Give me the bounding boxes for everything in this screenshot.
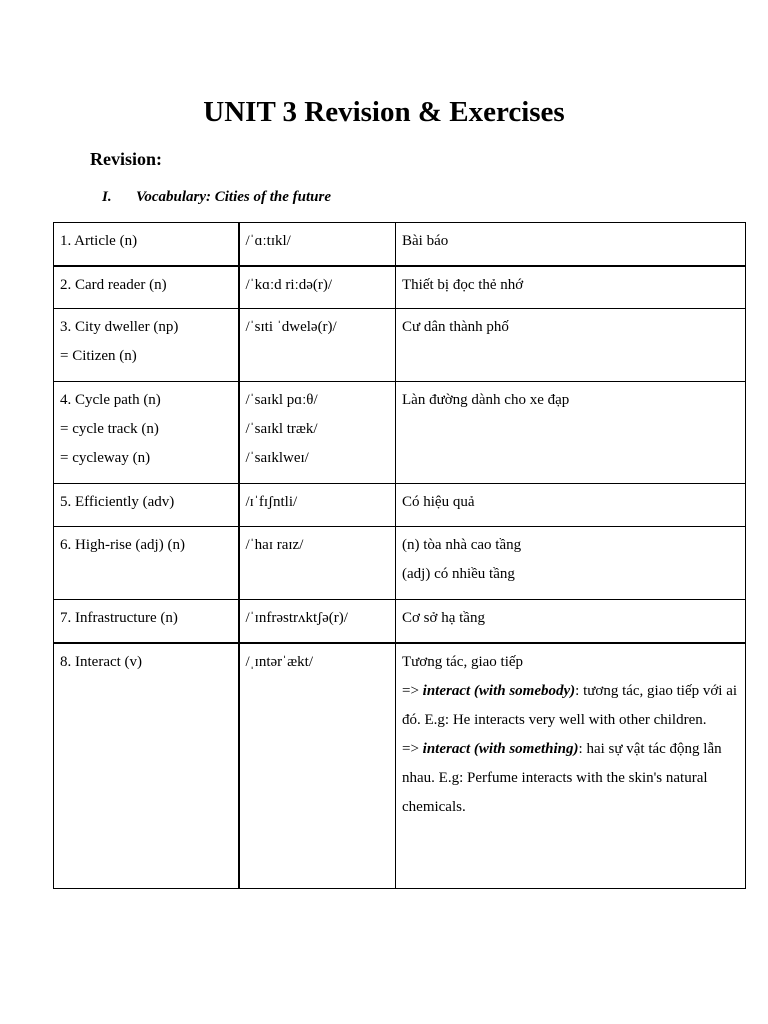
usage-phrase: interact (with something) (422, 740, 579, 757)
ipa-line: /ˈsɪti ˈdwelə(r)/ (245, 319, 337, 335)
table-row (54, 600, 746, 643)
meaning-line: Có hiệu quả (402, 494, 475, 510)
meaning-line: (n) tòa nhà cao tầng (402, 537, 522, 553)
ipa-line: /ˈkɑːd riːdə(r)/ (245, 276, 333, 293)
ipa-line: /ˈhaɪ raɪz/ (245, 537, 304, 553)
meaning-cell (396, 309, 746, 382)
ipa-line: /ɪˈfɪʃntli/ (245, 494, 298, 510)
ipa-cell (239, 266, 396, 309)
ipa-cell (239, 643, 396, 889)
meaning-line: Làn đường dành cho xe đạp (402, 392, 570, 408)
table-row (54, 382, 746, 484)
ipa-line: /ˈɑːtɪkl/ (245, 233, 291, 249)
document-title: UNIT 3 Revision & Exercises (203, 96, 565, 128)
usage-line (402, 677, 739, 735)
word-line: 4. Cycle path (n) (60, 392, 161, 408)
meaning-cell (396, 223, 746, 266)
word-line: 8. Interact (v) (60, 653, 143, 670)
meaning-line: Thiết bị đọc thẻ nhớ (402, 276, 524, 293)
meaning-line: Cư dân thành phố (402, 319, 509, 335)
usage-phrase: interact (with somebody) (422, 682, 576, 699)
table-row (54, 223, 746, 266)
ipa-line: /ˈɪnfrəstrʌktʃə(r)/ (245, 610, 348, 626)
meaning-cell (396, 484, 746, 527)
ipa-cell (239, 484, 396, 527)
word-line: 1. Article (n) (60, 233, 138, 249)
word-line: 6. High-rise (adj) (n) (60, 537, 185, 553)
revision-heading: Revision: (90, 149, 162, 169)
ipa-cell (239, 600, 396, 643)
ipa-line: /ˌɪntərˈækt/ (245, 653, 313, 670)
table-row (54, 484, 746, 527)
word-cell (54, 223, 239, 266)
word-line: 5. Efficiently (adv) (60, 494, 175, 510)
ipa-cell (239, 309, 396, 382)
ipa-cell (239, 527, 396, 600)
word-synonym-line: = cycleway (n) (60, 450, 151, 466)
word-cell (54, 484, 239, 527)
table-row (54, 527, 746, 600)
usage-line (402, 735, 739, 822)
ipa-line: /ˈsaɪkl pɑːθ/ (245, 392, 318, 408)
usage-prefix: => (402, 740, 423, 757)
word-cell (54, 309, 239, 382)
meaning-line: Tương tác, giao tiếp (402, 653, 524, 670)
table-row (54, 309, 746, 382)
section-number: I. (102, 189, 112, 205)
section-heading (102, 186, 331, 208)
word-cell (54, 600, 239, 643)
section-title: Vocabulary: Cities of the future (136, 189, 332, 205)
ipa-line: /ˈsaɪklweɪ/ (245, 450, 309, 466)
word-cell (54, 266, 239, 309)
table-row (54, 643, 746, 889)
ipa-line: /ˈsaɪkl træk/ (245, 421, 318, 437)
usage-prefix: => (402, 682, 423, 699)
ipa-cell (239, 382, 396, 484)
meaning-line: (adj) có nhiều tầng (402, 566, 515, 582)
table-row (54, 266, 746, 309)
word-line: 2. Card reader (n) (60, 276, 167, 293)
meaning-cell (396, 527, 746, 600)
word-cell (54, 527, 239, 600)
usage-text: : hai sự vật tác động lẫn nhau. E.g: Perfume interacts with the skin's natural chemicals. (402, 740, 722, 815)
word-synonym-line: = Citizen (n) (60, 348, 137, 364)
meaning-cell (396, 382, 746, 484)
word-line: 7. Infrastructure (n) (60, 610, 178, 626)
word-line: 3. City dweller (np) (60, 319, 179, 335)
meaning-cell (396, 600, 746, 643)
usage-text: : tương tác, giao tiếp với ai đó. E.g: He interacts very well with other children. (402, 682, 738, 728)
word-synonym-line: = cycle track (n) (60, 421, 159, 437)
ipa-cell (239, 223, 396, 266)
meaning-line: Bài báo (402, 233, 449, 249)
meaning-cell (396, 266, 746, 309)
meaning-cell (396, 643, 746, 889)
vocabulary-table (53, 222, 746, 889)
word-cell (54, 382, 239, 484)
word-cell (54, 643, 239, 889)
meaning-line: Cơ sở hạ tầng (402, 610, 485, 626)
